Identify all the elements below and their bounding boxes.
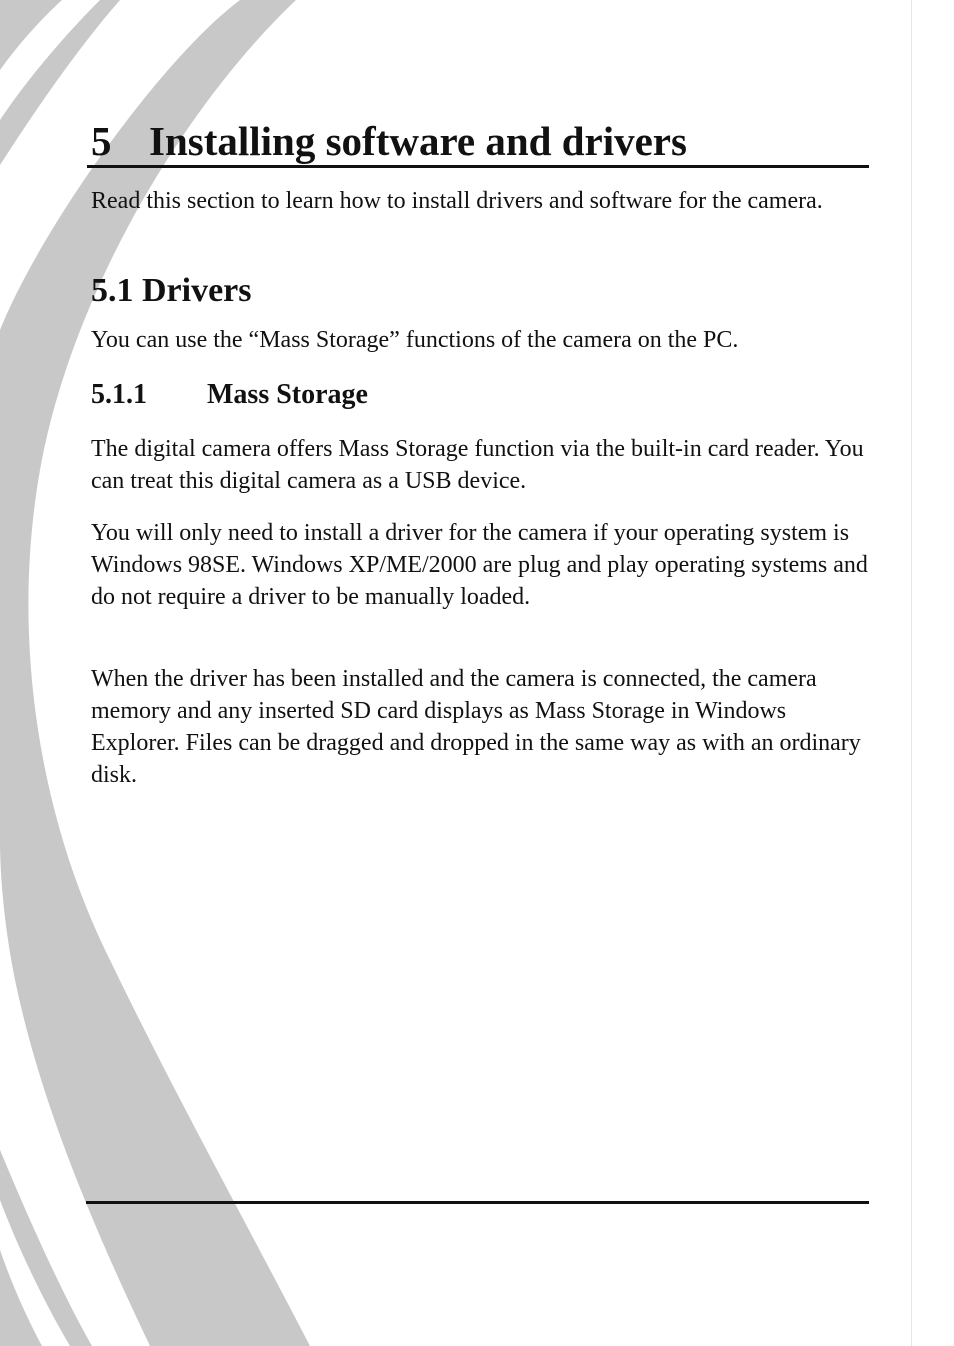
section-heading: 5.1 Drivers xyxy=(91,272,252,309)
chapter-heading-underline xyxy=(87,165,869,168)
footer-rule xyxy=(86,1201,869,1204)
subsection-number: 5.1.1 xyxy=(91,379,147,410)
chapter-title: Installing software and drivers xyxy=(149,118,687,164)
subsection-title: Mass Storage xyxy=(207,379,368,410)
body-paragraph: You will only need to install a driver for the camera if your operating system is Windows 98SE. Windows XP/ME/2000 are plug and play operating systems and do not require a driver to be manually loaded. xyxy=(91,520,868,610)
chapter-heading xyxy=(91,116,869,166)
chapter-number: 5 xyxy=(91,118,112,164)
body-paragraph: When the driver has been installed and the camera is connected, the camera memory and any inserted SD card displays as Mass Storage in Windows Explorer. Files can be dragged and dropped in the same way as with an ordinary disk. xyxy=(91,666,861,788)
subsection-heading xyxy=(91,373,368,417)
body-paragraph: The digital camera offers Mass Storage function via the built-in card reader. You can treat this digital camera as a USB device. xyxy=(91,436,864,494)
intro-paragraph: Read this section to learn how to install drivers and software for the camera. xyxy=(91,188,823,214)
page-right-margin xyxy=(911,0,954,1346)
section-paragraph: You can use the “Mass Storage” functions of the camera on the PC. xyxy=(91,327,739,353)
